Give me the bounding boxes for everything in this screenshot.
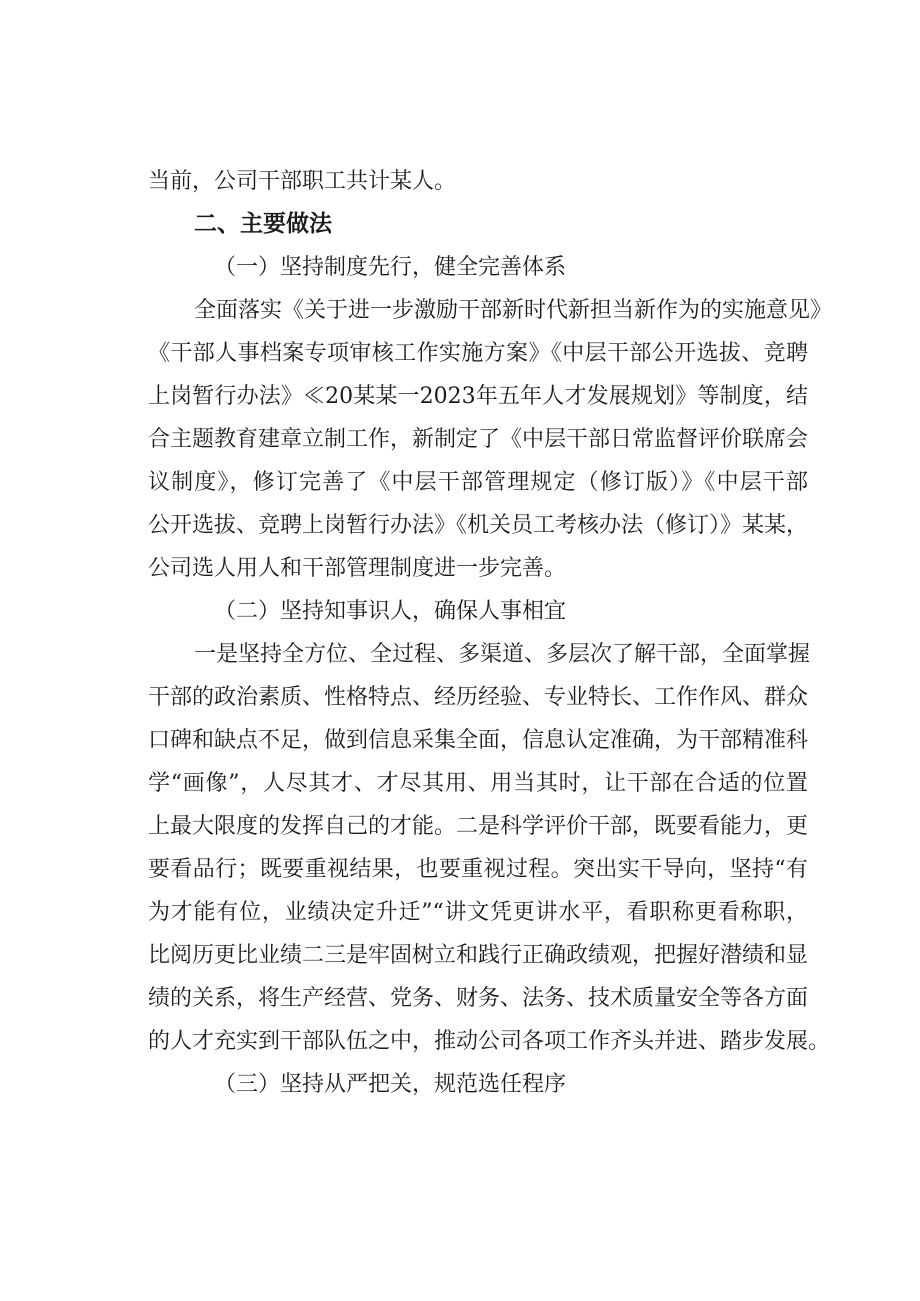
intro-line: 当前，公司干部职工共计某人。 xyxy=(148,169,457,194)
paragraph-line: 干部的政治素质、性格特点、经历经验、专业特长、工作作风、群众 xyxy=(148,685,809,710)
subsection-title-2: （二）坚持知事识人，确保人事相宜 xyxy=(214,599,567,624)
paragraph-line: 合主题教育建章立制工作，新制定了《中层干部日常监督评价联席会 xyxy=(148,427,809,452)
document-body xyxy=(148,160,833,1106)
paragraph-line: 比阅历更比业绩二三是牢固树立和践行正确政绩观，把握好潜绩和显 xyxy=(148,943,809,968)
paragraph-line: 绩的关系，将生产经营、党务、财务、法务、技术质量安全等各方面 xyxy=(148,986,809,1011)
paragraph-line: 上最大限度的发挥自己的才能。二是科学评价干部，既要看能力，更 xyxy=(148,814,809,839)
paragraph-line: 上岗暂行办法》≪20某某一2023年五年人才发展规划》等制度，结 xyxy=(148,384,808,409)
section-title: 二、主要做法 xyxy=(194,211,332,237)
paragraph-line: 全面落实《关于进一步激励干部新时代新担当新作为的实施意见》 xyxy=(194,298,833,323)
paragraph-line: 口碑和缺点不足，做到信息采集全面，信息认定准确，为干部精准科 xyxy=(148,728,809,753)
subsection-title-3: （三）坚持从严把关，规范选任程序 xyxy=(214,1072,567,1097)
paragraph-line: 一是坚持全方位、全过程、多渠道、多层次了解干部，全面掌握 xyxy=(194,642,811,667)
paragraph-line: 议制度》，修订完善了《中层干部管理规定（修订版）》《中层干部 xyxy=(148,470,808,495)
paragraph-line: 公司选人用人和干部管理制度进一步完善。 xyxy=(148,556,567,581)
subsection-title-1: （一）坚持制度先行，健全完善体系 xyxy=(214,255,567,280)
paragraph-line: 要看品行；既要重视结果，也要重视过程。突出实干导向，坚持“有 xyxy=(148,857,808,882)
paragraph-line: 为才能有位，业绩决定升迁”“讲文凭更讲水平，看职称更看称职， xyxy=(148,900,808,925)
paragraph-line: 的人才充实到干部队伍之中，推动公司各项工作齐头并进、踏步发展。 xyxy=(148,1029,831,1054)
paragraph-line: 公开选拔、竞聘上岗暂行办法》《机关员工考核办法（修订）》某某， xyxy=(148,513,809,538)
paragraph-line: 学“画像”，人尽其才、才尽其用、用当其时，让干部在合适的位置 xyxy=(148,771,808,796)
paragraph-line: 《干部人事档案专项审核工作实施方案》《中层干部公开选拔、竞聘 xyxy=(148,341,808,366)
